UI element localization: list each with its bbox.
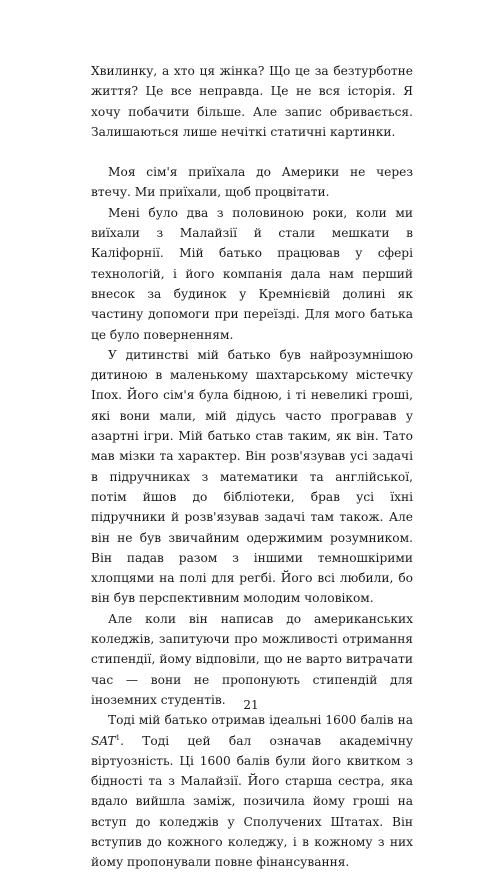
paragraph-text-end: . Тоді цей бал означав академічну віртуозність. Ці 1600 балів були його квитком з бідності та з Малайзії. Його старша сестра, яка вдало вийшла заміж, позичила йому гроші на вступ до коледжів у Сполучених Штатах. Він вступив до кожного коледжу, і в кожному з них йому пропонували повне фінансування.: [91, 733, 413, 870]
sat-emphasis: SAT: [91, 733, 116, 748]
paragraph: Моя сім'я приїхала до Америки не через втечу. Ми приїхали, щоб процвітати.: [91, 165, 413, 200]
paragraph-last: [91, 710, 413, 872]
paragraph-text-start: Тоді мій батько отримав ідеальні 1600 балів на: [108, 713, 413, 728]
page-number: 21: [243, 698, 259, 712]
paragraph: Мені було два з половиною роки, коли ми виїхали з Малайзії й стали мешкати в Каліфорнії. Мій батько працював у сфері технологій, і його компанія дала нам перший внесок за будинок у Кремнієвій долині як частину допомоги при переїзді. Для мого батька це було поверненням.: [91, 205, 413, 342]
footnote-marker[interactable]: 1: [115, 733, 121, 742]
paragraph: У дитинстві мій батько був найрозумнішою дитиною в маленькому шахтарському містечку Іпох. Його сім'я була бідною, і ті невеликі гроші, які вони мали, мій дідусь часто програвав у азартні ігри. Мій батько став таким, як він. Тато мав мізки та характер. Він розв'язував усі задачі в підручниках з математики та англійської, потім йшов до бібліотеки, брав усі їхні підручники й розв'язував задачі там також. Але він не був звичайним одержимим розумником. Він падав разом з іншими темношкірими хлопцями на полі для регбі. Його всі любили, бо він був перспективним молодим чоловіком.: [91, 347, 413, 606]
paragraph-opening: Хвилинку, а хто ця жінка? Що це за безтурботне життя? Це все неправда. Це не вся історія. Я хочу побачити більше. Але запис обривається. Залишаються лише нечіткі статичні картинки.: [91, 64, 413, 139]
paragraph: Але коли він написав до американських коледжів, запитуючи про можливості отримання стипендії, йому відповіли, що не варто витрачати час — вони не пропонують стипендій для іноземних студентів.: [91, 611, 413, 707]
body-text: [91, 61, 413, 873]
